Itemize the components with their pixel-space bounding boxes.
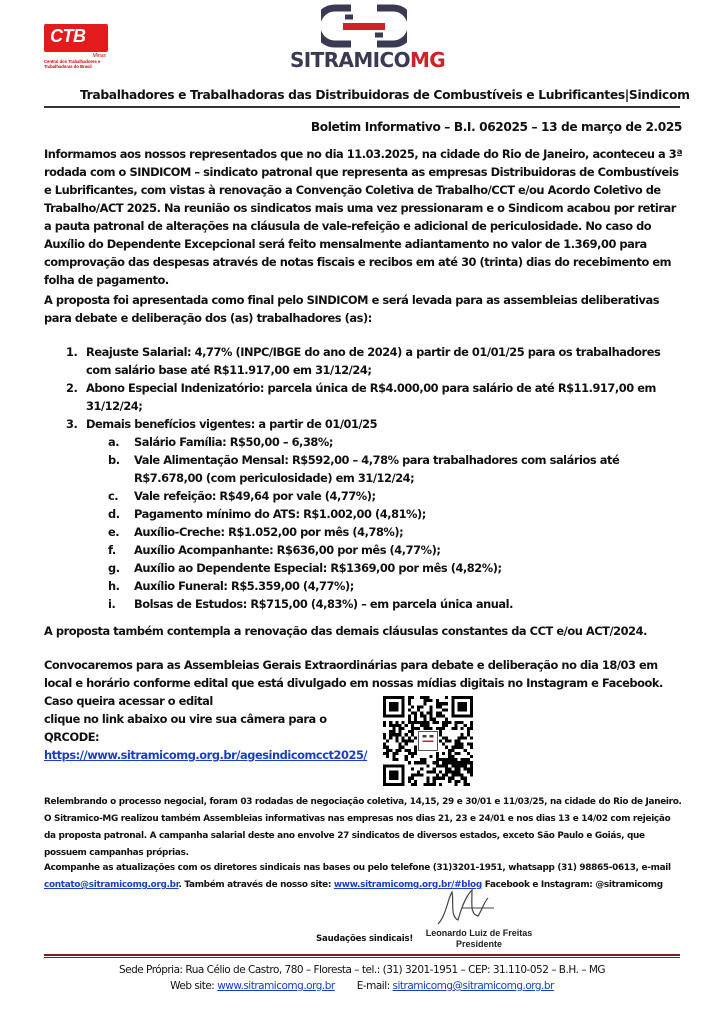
- paragraph-intro: Informamos aos nossos representados que no dia 11.03.2025, na cidade do Rio de Janeiro, aconteceu a 3ª rodada com o SINDICOM – sindicato patronal que representa as empresas Distribuidoras de Combustíveis e Lubrificantes, com vistas à renovação a Convenção Coletiva de Trabalho/CCT e/ou Acordo Coletivo de Trabalho/ACT 2025. Na reunião os sindicatos mais uma vez pressionaram e o Sindicom acabou por retirar a pauta patronal de alterações na cláusula de vale-refeição e adicional de periculosidade. No caso do Auxílio do Dependente Excepcional será feito mensalmente adiantamento no valor de 1.369,00 para comprovação das despesas através de notas fiscais e recibos em até 30 (trinta) dias do recebimento em folha de pagamento.: [44, 147, 683, 287]
- qr-code-icon[interactable]: [383, 696, 473, 786]
- paragraph-assemblies: Convocaremos para as Assembleias Gerais Extraordinárias para debate e deliberação no dia 18/03 em local e horário conforme edital que está divulgado em nossas mídias digitais no Instagram e Facebook. Caso queira acessar o edital: [44, 658, 663, 708]
- sub-list-letter: a.: [108, 435, 120, 449]
- sub-list-item: [66, 595, 686, 613]
- sub-list-item: [66, 559, 686, 577]
- ctb-logo-text: CTB: [50, 26, 86, 46]
- sub-list-letter: c.: [108, 489, 119, 503]
- sub-list-letter: d.: [108, 507, 120, 521]
- sub-list-text: Pagamento mínimo do ATS: R$1.002,00 (4,81%);: [134, 507, 426, 521]
- sub-list-item: [66, 487, 686, 505]
- paragraph-proposal: A proposta foi apresentada como final pelo SINDICOM e será levada para as assembleias deliberativas para debate e deliberação dos (as) trabalhadores (as):: [44, 293, 660, 325]
- contact-email-link[interactable]: contato@sitramicomg.org.br: [44, 880, 179, 890]
- signer-block: [414, 928, 544, 950]
- contact-paragraph: [44, 860, 684, 894]
- sub-list-item: [66, 523, 686, 541]
- list-number: 1.: [66, 345, 78, 359]
- header-divider: [44, 106, 680, 108]
- list-text: Abono Especial Indenizatório: parcela única de R$4.000,00 para salário de até R$11.917,00 em 31/12/24;: [86, 381, 656, 413]
- list-item: [66, 343, 686, 379]
- contact-text-site: . Também através de nosso site:: [178, 880, 332, 890]
- footer-divider: [44, 954, 680, 956]
- wordmark-accent: MG: [410, 48, 446, 72]
- header-title: Trabalhadores e Trabalhadoras das Distribuidoras de Combustíveis e Lubrificantes|Sindicom: [80, 88, 690, 102]
- sub-list-text: Bolsas de Estudos: R$715,00 (4,83%) – em parcela única anual.: [134, 597, 513, 611]
- sub-list-text: Salário Família: R$50,00 – 6,38%;: [134, 435, 333, 449]
- sitramicomg-mark-icon: [321, 4, 407, 48]
- footer-divider-thin: [44, 957, 680, 958]
- sitramicomg-wordmark: [290, 48, 446, 72]
- sub-list-text: Vale refeição: R$49,64 por vale (4,77%);: [134, 489, 376, 503]
- sub-list-text: Auxílio Funeral: R$5.359,00 (4,77%);: [134, 579, 354, 593]
- ctb-logo-minas: Minas: [92, 53, 106, 59]
- blog-link[interactable]: www.sitramicomg.org.br/#blog: [333, 880, 482, 890]
- sub-list-item: [66, 505, 686, 523]
- website-label: Web site:: [170, 980, 215, 992]
- ctb-logo: [44, 24, 108, 72]
- sub-list-text: Vale Alimentação Mensal: R$592,00 – 4,78% para trabalhadores com salários até R$7.678,00 (com periculosidade) em 31/12/24;: [134, 453, 620, 485]
- ctb-logo-subtitle: Central dos Trabalhadores e Trabalhadoras do Brasil: [44, 59, 101, 69]
- signer-role: Presidente: [455, 939, 503, 949]
- sub-list-letter: b.: [108, 453, 120, 467]
- list-item: [66, 415, 686, 433]
- sub-list-item: [66, 577, 686, 595]
- contact-text: Acompanhe as atualizações com os diretores sindicais nas bases ou pelo telefone (31)3201-1951, whatsapp (31) 98865-0613, e-mail: [44, 863, 671, 873]
- sitramicomg-logo: [290, 4, 446, 72]
- paragraph-link: [44, 710, 368, 764]
- email-link[interactable]: sitramicomg@sitramicomg.org.br: [392, 980, 554, 992]
- edital-link[interactable]: https://www.sitramicomg.org.br/agesindicomcct2025/: [44, 748, 368, 762]
- list-number: 3.: [66, 417, 78, 431]
- signature-icon: [428, 886, 518, 932]
- sub-list-text: Auxílio ao Dependente Especial: R$1369,00 por mês (4,82%);: [134, 561, 502, 575]
- footer-address: Sede Própria: Rua Célio de Castro, 780 – Floresta – tel.: (31) 3201-1951 – CEP: 31.110-052 – B.H. – MG: [118, 964, 606, 976]
- link-instruction: clique no link abaixo ou vire sua câmera para o QRCODE:: [44, 712, 327, 744]
- website-link[interactable]: www.sitramicomg.org.br: [217, 980, 335, 992]
- sub-list-letter: h.: [108, 579, 120, 593]
- list-item: [66, 379, 686, 415]
- sub-list-item: [66, 451, 686, 487]
- bulletin-line: Boletim Informativo – B.I. 062025 – 13 de março de 2.025: [310, 120, 682, 134]
- list-text: Demais benefícios vigentes: a partir de 01/01/25: [86, 417, 378, 431]
- sub-list-letter: i.: [108, 597, 116, 611]
- sub-list-letter: f.: [108, 543, 116, 557]
- list-number: 2.: [66, 381, 78, 395]
- sub-list-letter: e.: [108, 525, 120, 539]
- list-text: Reajuste Salarial: 4,77% (INPC/IBGE do ano de 2024) a partir de 01/01/25 para os trabalhadores com salário base até R$11.917,00 em 31/12/24;: [86, 345, 661, 377]
- proposal-list: [66, 343, 686, 613]
- greeting: Saudações sindicais!: [316, 934, 414, 944]
- signer-name: Leonardo Luiz de Freitas: [425, 928, 533, 938]
- negotiation-summary: Relembrando o processo negocial, foram 03 rodadas de negociação coletiva, 14,15, 29 e 30/01 e 11/03/25, na cidade do Rio de Janeiro. O Sitramico-MG realizou também Assembleias informativas nas empresas nos dias 21, 23 e 24/01 e nos dias 13 e 14/02 com rejeição da proposta patronal. A campanha salarial deste ano envolve 27 sindicatos de diversos estados, exceto São Paulo e Goiás, que possuem campanhas próprias.: [44, 797, 682, 858]
- social-text: Facebook e Instagram: @sitramicomg: [484, 880, 663, 890]
- sub-list-item: [66, 433, 686, 451]
- sub-list-letter: g.: [108, 561, 120, 575]
- wordmark-main: SITRAMICO: [290, 48, 410, 72]
- email-label: E-mail:: [356, 980, 390, 992]
- sub-list-text: Auxílio-Creche: R$1.052,00 por mês (4,78%);: [134, 525, 404, 539]
- sub-list-text: Auxílio Acompanhante: R$636,00 por mês (4,77%);: [134, 543, 441, 557]
- paragraph-renewal: A proposta também contempla a renovação das demais cláusulas constantes da CCT e/ou ACT/2024.: [44, 624, 647, 638]
- footer-contacts: [0, 980, 724, 992]
- sub-list-item: [66, 541, 686, 559]
